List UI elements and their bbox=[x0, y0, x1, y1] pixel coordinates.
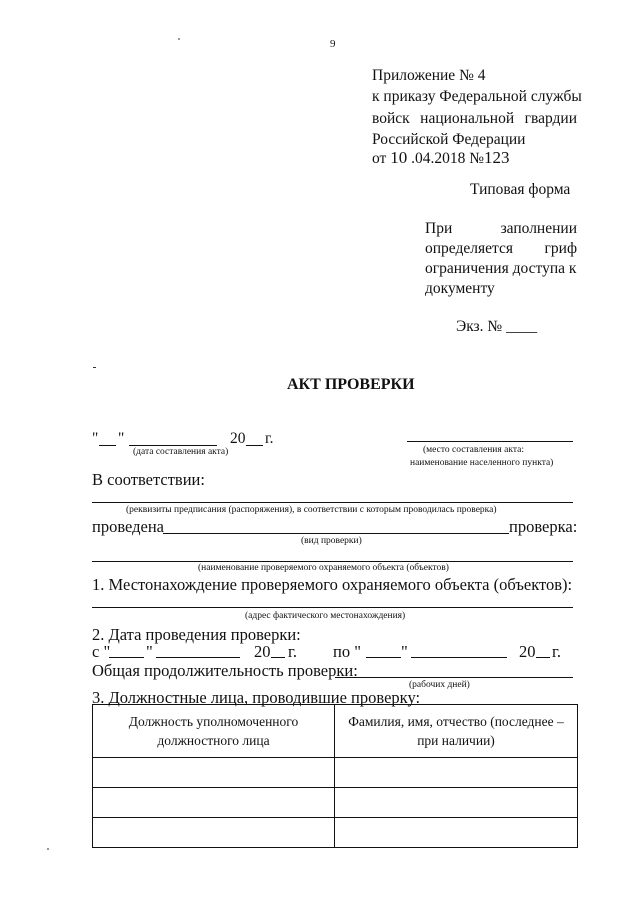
table-cell bbox=[335, 758, 578, 788]
date-prefix: от bbox=[372, 150, 391, 167]
year-suffix: г. bbox=[265, 430, 274, 447]
month-blank bbox=[129, 445, 217, 446]
object-name-blank bbox=[92, 561, 573, 562]
from-year-blank bbox=[271, 657, 285, 658]
section-1-title: 1. Местонахождение проверяемого охраняемого объекта (объектов): bbox=[92, 575, 573, 594]
from-label: с " bbox=[92, 642, 111, 661]
from-year: 20 bbox=[254, 642, 271, 661]
column-header-position: Должность уполномоченного должностного лица bbox=[93, 705, 335, 758]
place-blank bbox=[407, 441, 573, 442]
from-g: г. bbox=[288, 642, 298, 661]
table-cell bbox=[335, 818, 578, 848]
duration-caption: (рабочих дней) bbox=[409, 680, 470, 690]
object-name-caption: (наименование проверяемого охраняемого объекта (объектов) bbox=[198, 563, 449, 573]
scan-speck bbox=[178, 38, 180, 40]
table-header-row bbox=[93, 705, 578, 758]
to-year: 20 bbox=[519, 642, 536, 661]
note-line-2 bbox=[425, 240, 577, 258]
address-caption: (адрес фактического местонахождения) bbox=[245, 611, 406, 621]
to-label: по " bbox=[333, 642, 361, 661]
quote-open: " bbox=[92, 430, 99, 447]
year-prefix: 20 bbox=[230, 430, 246, 447]
from-month-blank bbox=[156, 657, 240, 658]
appendix-date-line bbox=[372, 148, 510, 168]
duration-blank bbox=[335, 677, 573, 678]
table-cell bbox=[93, 788, 335, 818]
inspection-type-caption: (вид проверки) bbox=[301, 536, 362, 546]
section-2-title: 2. Дата проведения проверки: bbox=[92, 625, 301, 644]
quote-close: " bbox=[118, 430, 125, 447]
typical-form-label: Типовая форма bbox=[470, 181, 571, 198]
appendix-line-1: Приложение № 4 bbox=[372, 67, 486, 84]
to-day-blank bbox=[366, 657, 401, 658]
conducted-suffix: проверка: bbox=[509, 517, 578, 536]
year-blank bbox=[246, 445, 263, 446]
note-word: При bbox=[425, 220, 453, 237]
note-word: гриф bbox=[544, 240, 577, 257]
place-caption-line-1: (место составления акта: bbox=[423, 445, 524, 455]
appendix-line-2: к приказу Федеральной службы bbox=[372, 88, 582, 105]
section-3-title: 3. Должностные лица, проводившие проверку: bbox=[92, 688, 421, 707]
requisites-blank bbox=[92, 502, 573, 503]
to-month-blank bbox=[411, 657, 507, 658]
appendix-word: войск bbox=[372, 110, 410, 127]
table-row bbox=[93, 788, 578, 818]
scan-speck bbox=[47, 848, 49, 850]
appendix-word: национальной bbox=[420, 110, 515, 127]
accordance-label: В соответствии: bbox=[92, 470, 205, 489]
note-word: заполнении bbox=[500, 220, 577, 237]
appendix-word: гвардии bbox=[524, 110, 577, 127]
inspection-type-blank bbox=[163, 533, 509, 534]
order-day: 10 bbox=[390, 148, 408, 167]
to-g: г. bbox=[552, 642, 562, 661]
note-line-3: ограничения доступа к bbox=[425, 260, 577, 277]
date-rest: .04.2018 № bbox=[407, 150, 484, 167]
table-cell bbox=[93, 758, 335, 788]
day-blank bbox=[99, 445, 116, 446]
appendix-line-4: Российской Федерации bbox=[372, 131, 526, 148]
page-number: 9 bbox=[330, 38, 336, 50]
conducted-label: проведена bbox=[92, 517, 165, 536]
margin-mark bbox=[93, 367, 96, 368]
to-quote-close: " bbox=[401, 642, 408, 661]
duration-label: Общая продолжительность проверки: bbox=[92, 661, 358, 680]
column-header-full-name: Фамилия, имя, отчество (последнее – при наличии) bbox=[335, 705, 578, 758]
appendix-line-3 bbox=[372, 110, 577, 128]
from-day-blank bbox=[109, 657, 144, 658]
table-row bbox=[93, 818, 578, 848]
note-line-4: документу bbox=[425, 280, 495, 297]
document-title: АКТ ПРОВЕРКИ bbox=[287, 376, 415, 393]
note-word: определяется bbox=[425, 240, 513, 257]
place-caption-line-2: наименование населенного пункта) bbox=[410, 458, 554, 468]
to-year-blank bbox=[536, 657, 550, 658]
order-number: 123 bbox=[484, 148, 510, 167]
requisites-caption: (реквизиты предписания (распоряжения), в соответствии с которым проводилась проверка) bbox=[126, 505, 497, 515]
address-blank bbox=[92, 607, 573, 608]
from-quote-close: " bbox=[146, 642, 153, 661]
officials-table bbox=[92, 704, 578, 848]
table-cell bbox=[93, 818, 335, 848]
date-caption: (дата составления акта) bbox=[133, 447, 229, 457]
table-row bbox=[93, 758, 578, 788]
note-line-1 bbox=[425, 220, 577, 238]
table-cell bbox=[335, 788, 578, 818]
copy-number: Экз. № ____ bbox=[456, 318, 538, 335]
